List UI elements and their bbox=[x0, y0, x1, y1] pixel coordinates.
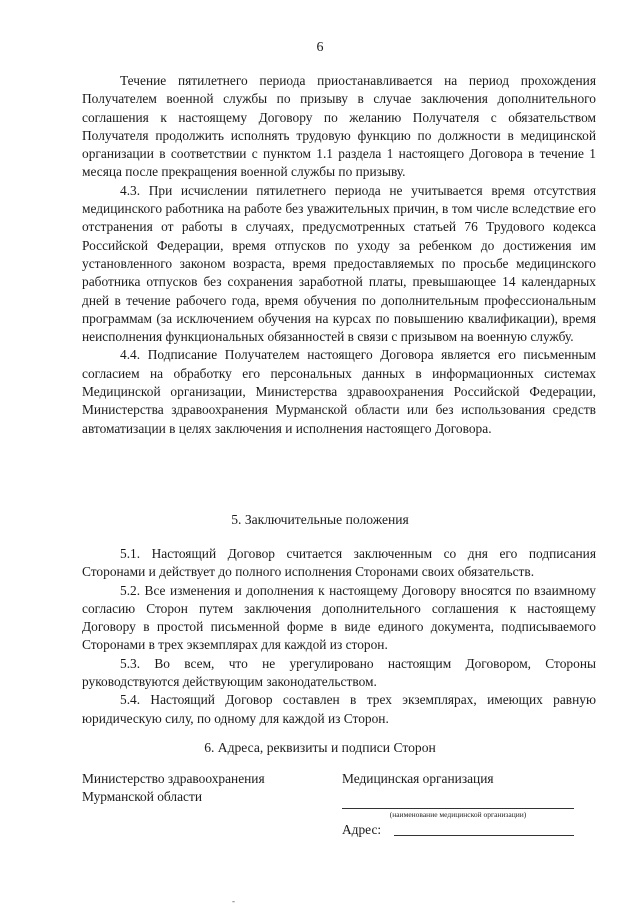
right-party-name: Медицинская организация bbox=[342, 771, 494, 786]
organization-name-caption: (наименование медицинской организации) bbox=[389, 810, 527, 819]
paragraph-5-1: 5.1. Настоящий Договор считается заключенным со дня его подписания Сторонами и действует до полного исполнения Сторонами своих обязательств. bbox=[82, 546, 596, 580]
address-label: Адрес: bbox=[342, 822, 382, 837]
paragraph-suspension: Течение пятилетнего периода приостанавливается на период прохождения Получателем военной службы по призыву в случае заключения дополнительного соглашения к настоящему Договору по желанию Получателя с обязательством Получателя продолжить исполнять трудовую функцию по должности в медицинской организации в соответствии с пунктом 1.1 раздела 1 настоящего Договора в течение 1 месяца после прекращения военной службы по призыву. bbox=[82, 73, 596, 180]
section5-body bbox=[82, 545, 596, 728]
paragraph-4-4: 4.4. Подписание Получателем настоящего Договора является его письменным согласием на обработку его персональных данных в информационных системах Медицинской организации, Министерства здравоохранения Российской Федерации, Министерства здравоохранения Мурманской области или без использования средств автоматизации в целях заключения и исполнения настоящего Договора. bbox=[82, 347, 596, 436]
paragraph-4-3: 4.3. При исчислении пятилетнего периода не учитывается время отсутствия медицинского работника на работе без уважительных причин, в том числе вследствие его отстранения от работы в случаях, предусмотренных статьей 76 Трудового кодекса Российской Федерации, время отпусков по уходу за ребенком до достижения им установленного законом возраста, время предоставляемых по просьбе медицинского работника отпусков без сохранения заработной платы, превышающее 14 календарных дней в течение рабочего года, время обучения по дополнительным профессиональным программам (за исключением обучения на курсах по повышению квалификации), время неисполнения функциональных обязанностей в связи с призывом на военную службу. bbox=[82, 182, 596, 345]
paragraph-5-2: 5.2. Все изменения и дополнения к настоящему Договору вносятся по взаимному согласию Сторон путем заключения дополнительного соглашения к настоящему Договору в простой письменной форме в виде единого документа, подписываемого Сторонами в трех экземплярах для каждой из сторон. bbox=[82, 582, 596, 653]
footer-mark: - bbox=[232, 896, 235, 906]
section6-heading: 6. Адреса, реквизиты и подписи Сторон bbox=[204, 740, 436, 755]
address-line bbox=[394, 835, 574, 836]
organization-name-line bbox=[342, 808, 574, 809]
left-party-name: Министерство здравоохранения Мурманской области bbox=[82, 771, 265, 804]
section4-continued bbox=[82, 72, 596, 438]
paragraph-5-4: 5.4. Настоящий Договор составлен в трех экземплярах, имеющих равную юридическую силу, по одному для каждой из Сторон. bbox=[82, 692, 596, 726]
paragraph-5-3: 5.3. Во всем, что не урегулировано настоящим Договором, Стороны руководствуются действующим законодательством. bbox=[82, 655, 596, 690]
section5-heading: 5. Заключительные положения bbox=[231, 512, 409, 527]
page-number: 6 bbox=[316, 40, 324, 55]
